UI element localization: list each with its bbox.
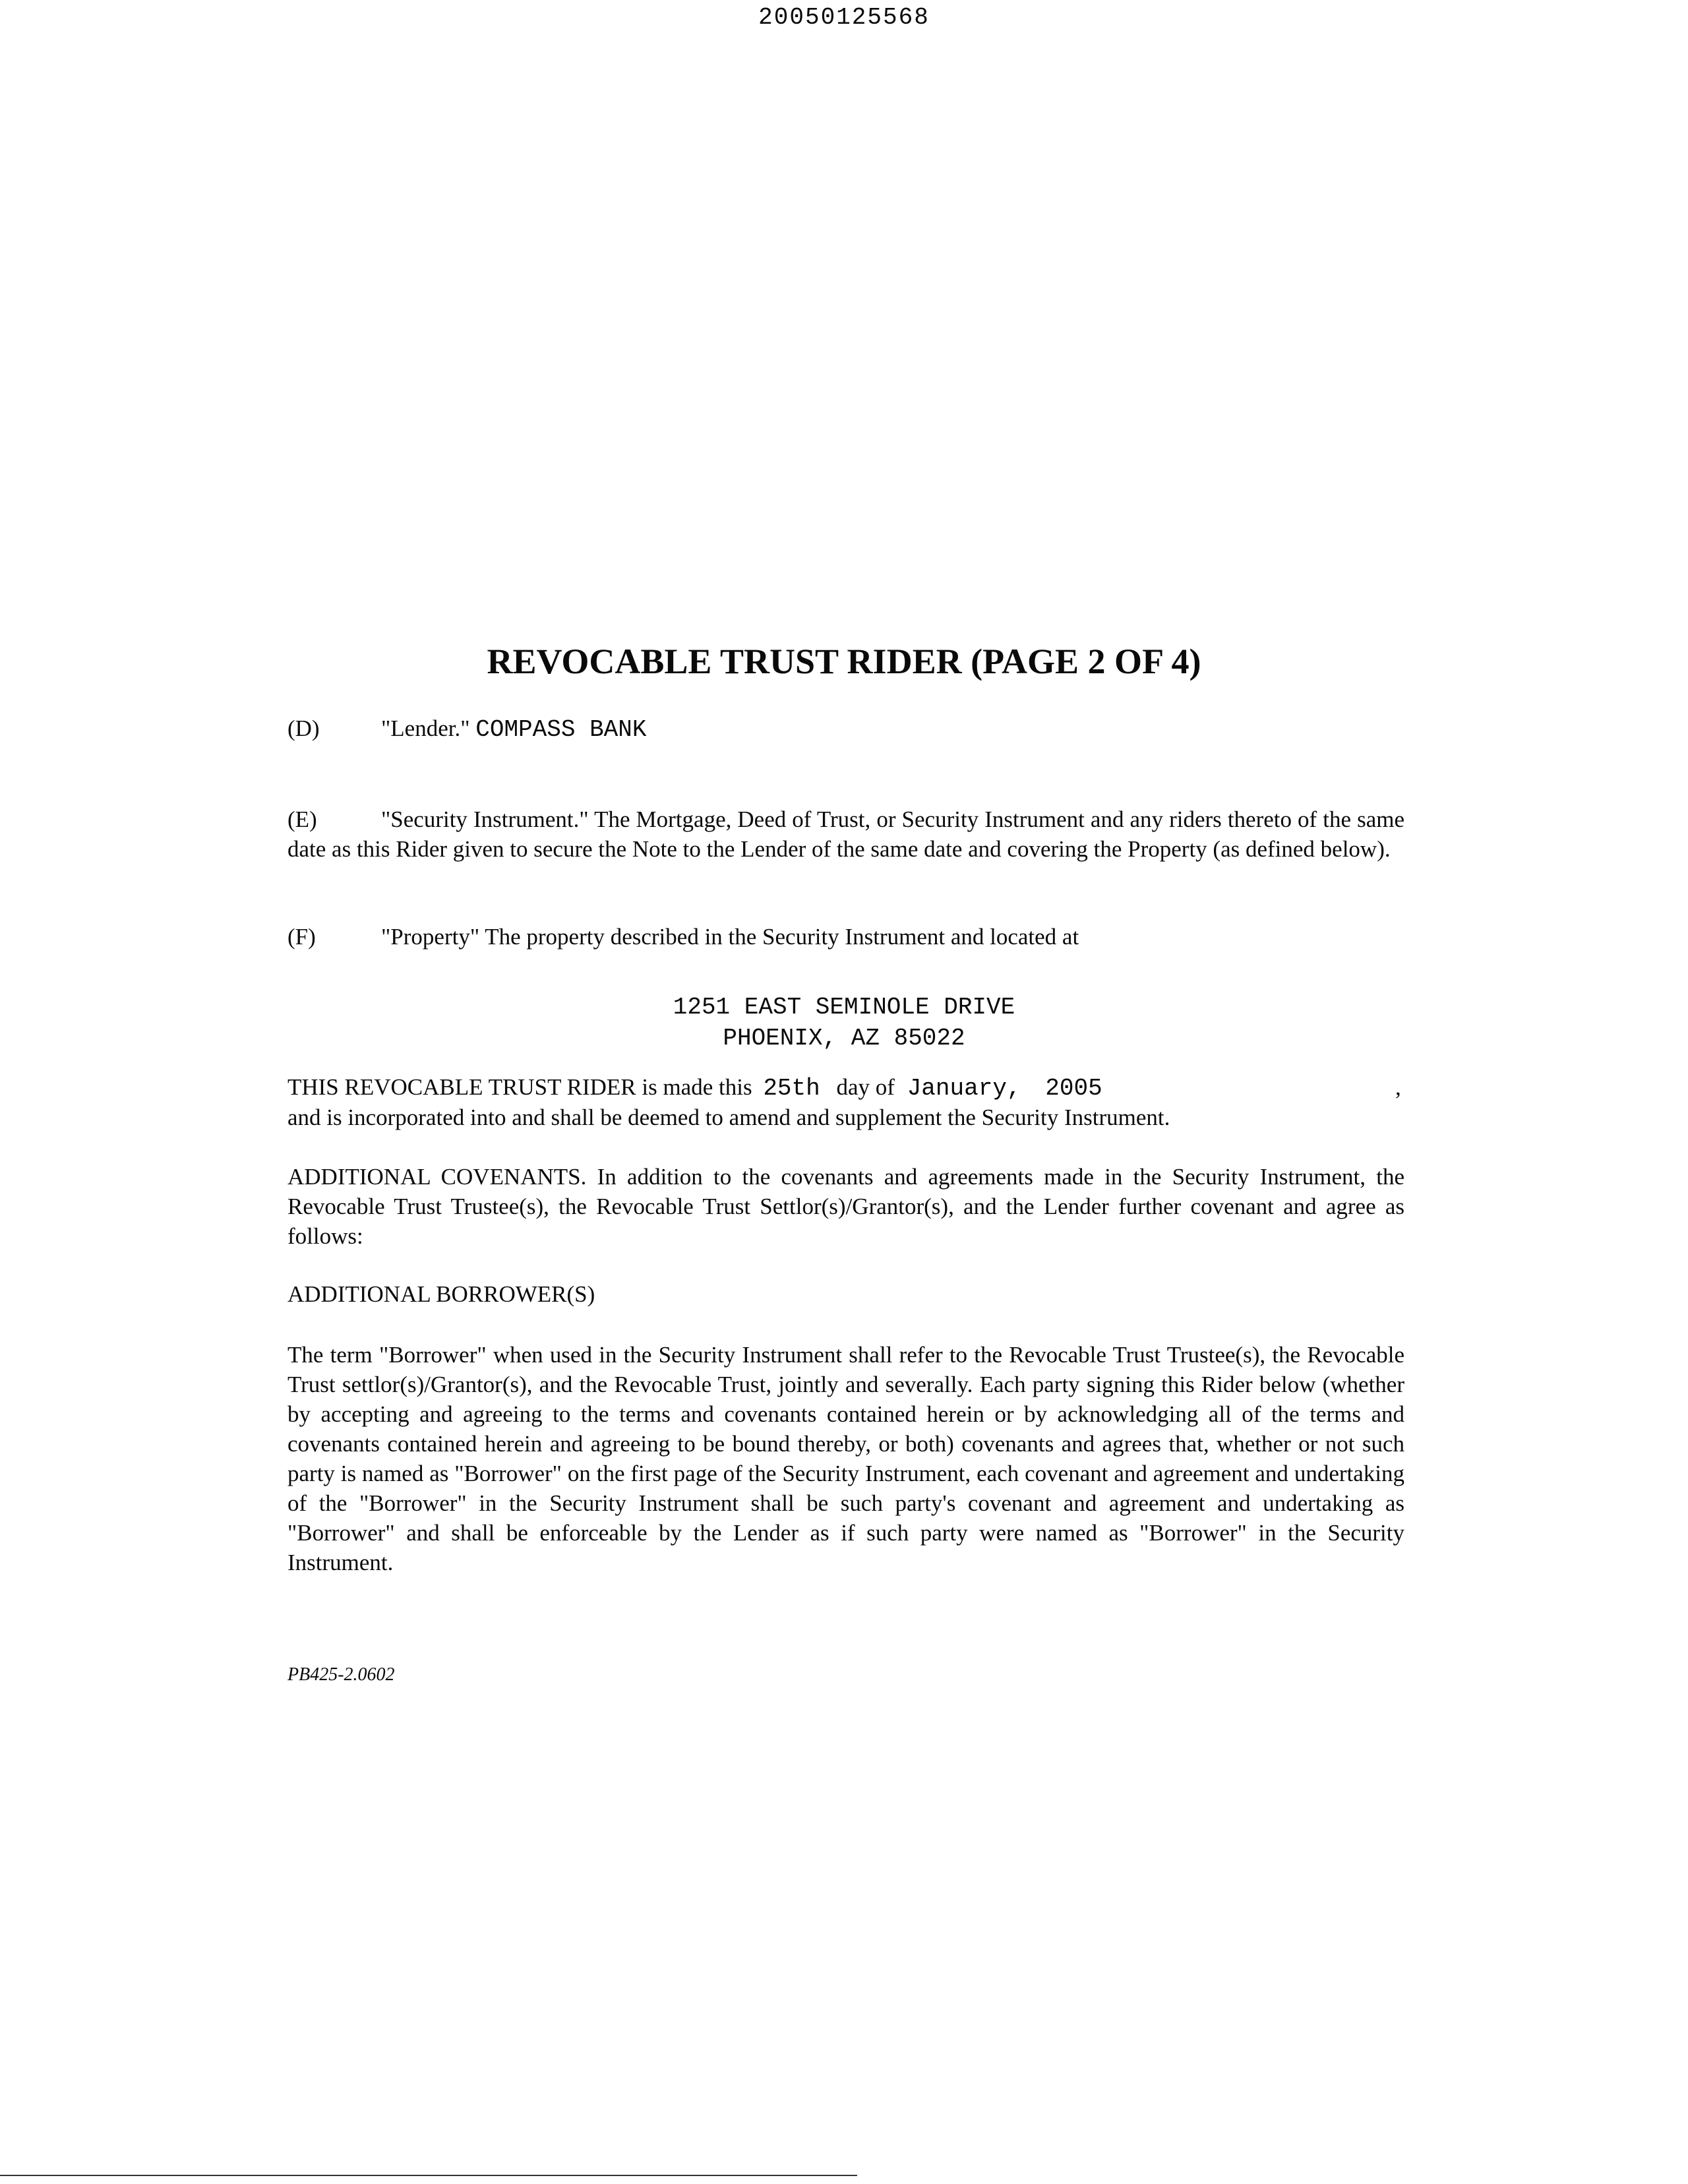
made-this-day: 25th <box>763 1075 820 1102</box>
section-e-paragraph <box>287 804 1404 864</box>
property-address <box>0 992 1688 1054</box>
made-this-year: 2005 <box>1045 1075 1102 1102</box>
section-e-text: "Security Instrument." The Mortgage, Deed of Trust, or Security Instrument and any riders thereto of the same date as this Rider given to secure the Note to the Lender of the same date and covering the Property (as defined below). <box>287 806 1404 862</box>
document-number: 20050125568 <box>758 4 930 31</box>
page-title: REVOCABLE TRUST RIDER (PAGE 2 OF 4) <box>487 642 1201 681</box>
made-this-line <box>287 1072 1102 1104</box>
section-d-tag: (D) <box>287 715 320 741</box>
bottom-scan-edge <box>0 2175 857 2176</box>
section-e-tag: (E) <box>287 806 317 832</box>
address-line-1: 1251 EAST SEMINOLE DRIVE <box>673 994 1015 1021</box>
additional-borrowers-paragraph: The term "Borrower" when used in the Security Instrument shall refer to the Revocable Trust Trustee(s), the Revocable Trust settlor(s)/Grantor(s), and the Revocable Trust, jointly and severally. Each party signing this Rider below (whether by accepting and agreeing to the terms and covenants contained herein or by acknowledging all of the terms and covenants contained herein and agreeing to be bound thereby, or both) covenants and agrees that, whether or not such party is named as "Borrower" on the first page of the Security Instrument, each covenant and agreement and undertaking of the "Borrower" in the Security Instrument shall be such party's covenant and agreement and undertaking as "Borrower" and shall be enforceable by the Lender as if such party were named as "Borrower" in the Security Instrument. <box>287 1342 1404 1575</box>
section-d-line <box>381 713 647 745</box>
section-f-text: "Property" The property described in the Security Instrument and located at <box>381 924 1079 950</box>
made-this-month: January, <box>907 1075 1021 1102</box>
made-this-day-of: day of <box>836 1074 895 1100</box>
additional-covenants-paragraph: ADDITIONAL COVENANTS. In addition to the covenants and agreements made in the Security Instrument, the Revocable Trust Trustee(s), the Revocable Trust Settlor(s)/Grantor(s), and the Lender further covenant and agree as follows: <box>287 1164 1404 1249</box>
lender-label: "Lender." <box>381 715 470 741</box>
made-this-line-2: and is incorporated into and shall be deemed to amend and supplement the Security Instrument. <box>287 1105 1170 1130</box>
made-this-prefix: THIS REVOCABLE TRUST RIDER is made this <box>287 1074 752 1100</box>
made-this-trailing-comma: , <box>1395 1074 1401 1100</box>
section-f-tag: (F) <box>287 924 316 950</box>
address-line-2: PHOENIX, AZ 85022 <box>723 1025 965 1052</box>
additional-borrowers-heading: ADDITIONAL BORROWER(S) <box>287 1281 595 1307</box>
lender-value: COMPASS BANK <box>475 716 647 743</box>
form-code: PB425-2.0602 <box>287 1664 395 1685</box>
